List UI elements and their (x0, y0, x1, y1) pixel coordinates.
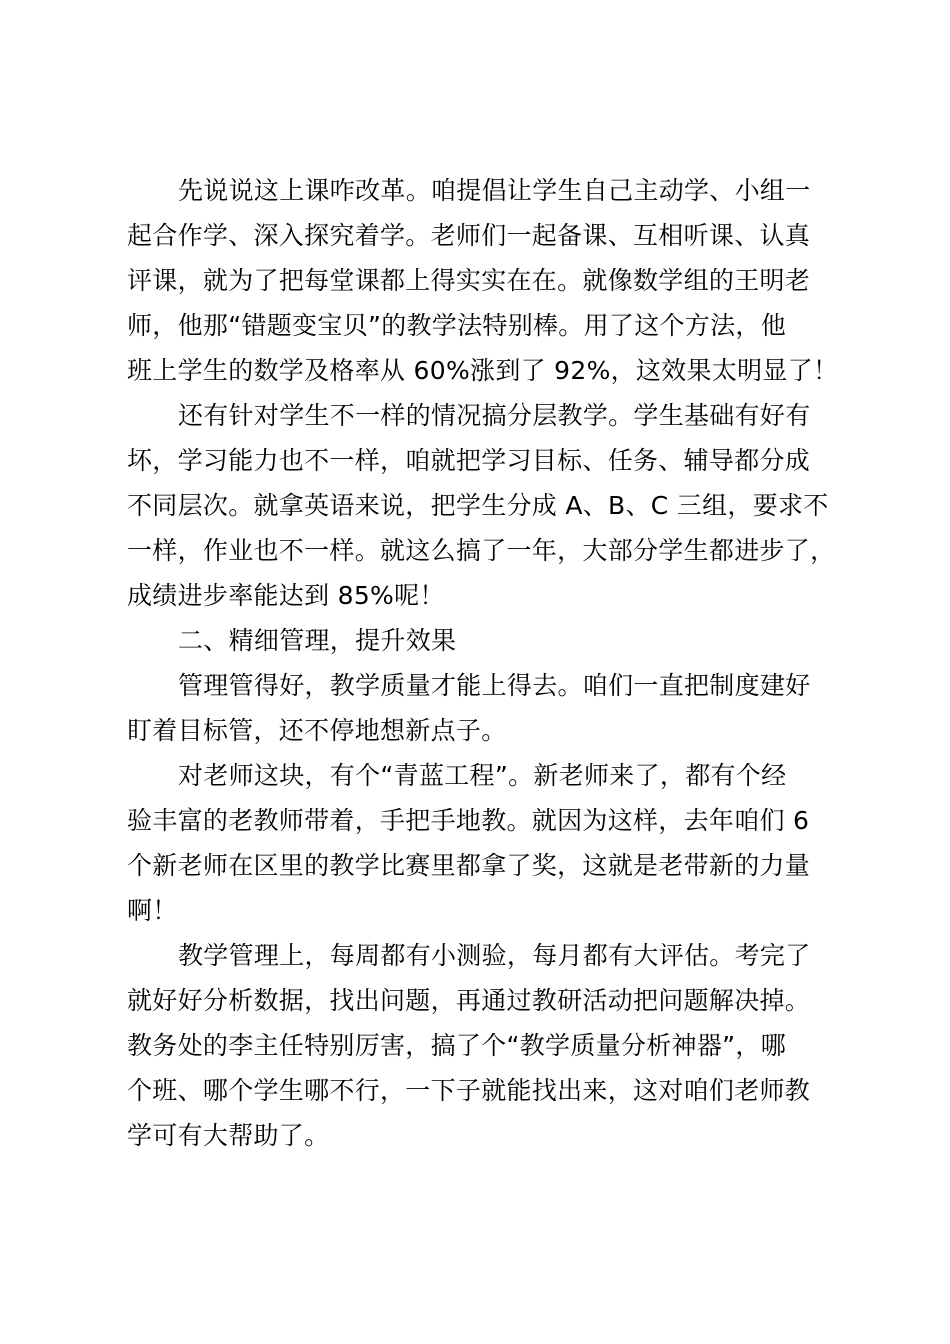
paragraph-line: 学可有大帮助了。 (127, 1121, 330, 1150)
paragraph-line: 个新老师在区里的教学比赛里都拿了奖，这就是老带新的力量 (127, 851, 811, 880)
paragraph-line: 个班、哪个学生哪不行，一下子就能找出来，这对咱们老师教 (127, 1076, 811, 1105)
paragraph-line: 成绩进步率能达到 85%呢！ (127, 581, 445, 610)
paragraph-line: 一样，作业也不一样。就这么搞了一年，大部分学生都进步了， (127, 536, 836, 565)
paragraph-line: 坏，学习能力也不一样，咱就把学习目标、任务、辅导都分成 (127, 446, 811, 475)
paragraph-line: 先说说这上课咋改革。咱提倡让学生自己主动学、小组一 (178, 176, 811, 205)
document-body (127, 168, 839, 1158)
paragraph-line: 不同层次。就拿英语来说，把学生分成 A、B、C 三组，要求不 (127, 491, 829, 520)
paragraph-line: 验丰富的老教师带着，手把手地教。就因为这样，去年咱们 6 (127, 806, 810, 835)
section-heading: 二、精细管理，提升效果 (178, 626, 457, 655)
paragraph-line: 教学管理上，每周都有小测验，每月都有大评估。考完了 (178, 941, 811, 970)
paragraph-line: 对老师这块，有个“青蓝工程”。新老师来了，都有个经 (178, 761, 787, 790)
paragraph-line: 教务处的李主任特别厉害，搞了个“教学质量分析神器”，哪 (127, 1031, 787, 1060)
paragraph-line: 盯着目标管，还不停地想新点子。 (127, 716, 507, 745)
paragraph-line: 师，他那“错题变宝贝”的教学法特别棒。用了这个方法，他 (127, 311, 787, 340)
paragraph-line: 啊！ (127, 896, 178, 925)
paragraph-line: 就好好分析数据，找出问题，再通过教研活动把问题解决掉。 (127, 986, 811, 1015)
paragraph-line: 班上学生的数学及格率从 60%涨到了 92%，这效果太明显了！ (127, 356, 839, 385)
paragraph-line: 起合作学、深入探究着学。老师们一起备课、互相听课、认真 (127, 221, 811, 250)
paragraph-line: 还有针对学生不一样的情况搞分层教学。学生基础有好有 (178, 401, 811, 430)
paragraph-line: 管理管得好，教学质量才能上得去。咱们一直把制度建好 (178, 671, 811, 700)
paragraph-line: 评课，就为了把每堂课都上得实实在在。就像数学组的王明老 (127, 266, 811, 295)
